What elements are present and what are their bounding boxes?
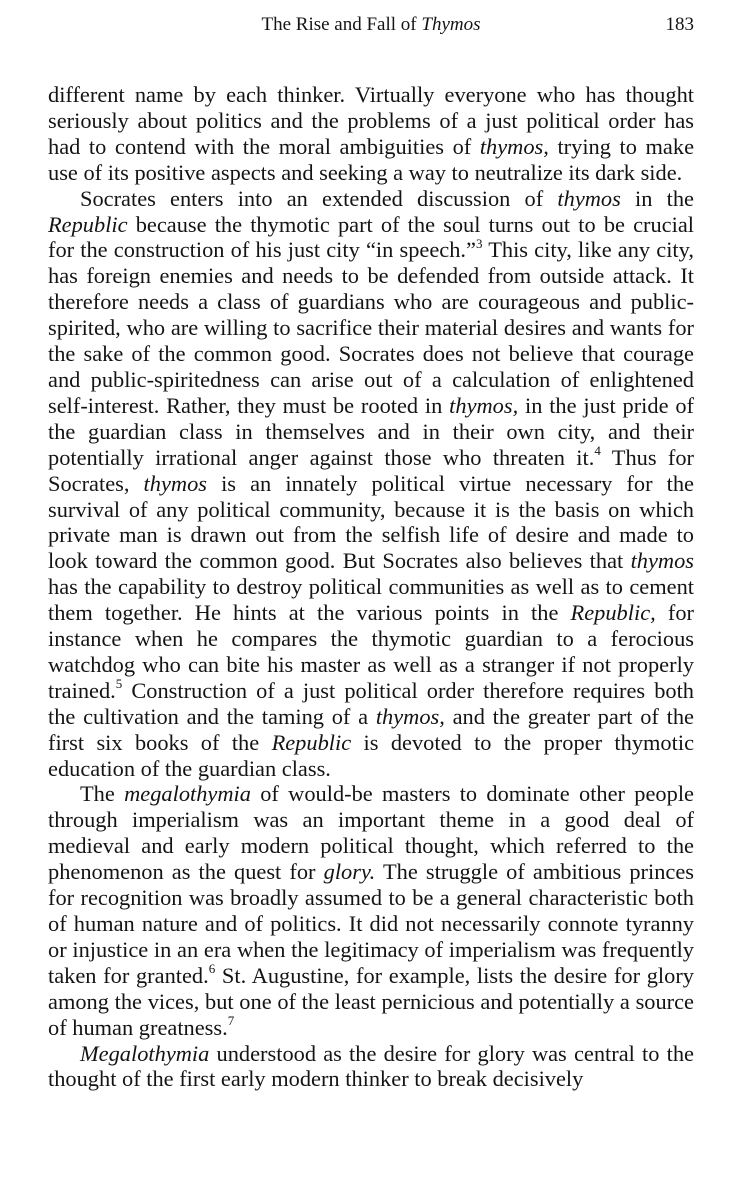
paragraph-2: Socrates enters into an extended discussion of thymos in the Republic because the thymotic part of the soul turns out to be crucial for the construction of his just city “in speech.”$^3$ This city, like any city, has foreign enemies and needs to be defended from outside attack. It therefore needs a class of guardians who are courageous and public-spirited, who are willing to sacrifice their material desires and wants for the sake of the common good. Socrates does not believe that courage and public-spiritedness can arise out of a calculation of enlightened self-interest. Rather, they must be rooted in thymos, in the just pride of the guardian class in themselves and in their own city, and their potentially irrational anger against those who threaten it.$^4$ Thus for Socrates, thymos is an innately political virtue necessary for the survival of any political community, because it is the basis on which private man is drawn out from the selfish life of desire and made to look toward the common good. But Socrates also believes that thymos has the capability to destroy political communities as well as to cement them together. He hints at the various points in the Republic, for instance when he compares the thymotic guardian to a ferocious watchdog who can bite his master as well as a stranger if not properly trained.$^5$ Construction of a just political order therefore requires both the cultivation and the taming of a thymos, and the greater part of the first six books of the Republic is devoted to the proper thymotic education of the guardian class. bbox=[48, 185, 695, 781]
footnote-ref: 7 bbox=[227, 1013, 235, 1029]
page-number: 183 bbox=[665, 14, 694, 35]
running-header bbox=[48, 14, 694, 42]
paragraph-1: different name by each thinker. Virtually everyone who has thought seriously about politics and the problems of a just political order has had to contend with the moral ambiguities of thymos, trying to make use of its positive aspects and seeking a way to neutralize its dark side. bbox=[48, 82, 695, 185]
footnote-ref: 3 bbox=[475, 235, 483, 251]
footnote-ref: 6 bbox=[208, 961, 216, 977]
paragraph-4: Megalothymia understood as the desire for glory was central to the thought of the first early modern thinker to break decisively bbox=[48, 1040, 694, 1092]
body-text bbox=[48, 82, 694, 1092]
footnote-ref: 4 bbox=[594, 443, 601, 459]
footnote-ref: 5 bbox=[115, 676, 123, 692]
paragraph-3: The megalothymia of would-be masters to dominate other people through imperialism was an important theme in a good deal of medieval and early modern political thought, which referred to the phenomenon as the quest for glory. The struggle of ambitious princes for recognition was broadly assumed to be a general characteristic both of human nature and of politics. It did not necessarily connote tyranny or injustice in an era when the legitimacy of imperialism was frequently taken for granted.$^6$ St. Augustine, for example, lists the desire for glory among the vices, but one of the least pernicious and potentially a source of human greatness.$^7$ bbox=[48, 781, 694, 1040]
running-title: The Rise and Fall of Thymos bbox=[261, 14, 481, 35]
